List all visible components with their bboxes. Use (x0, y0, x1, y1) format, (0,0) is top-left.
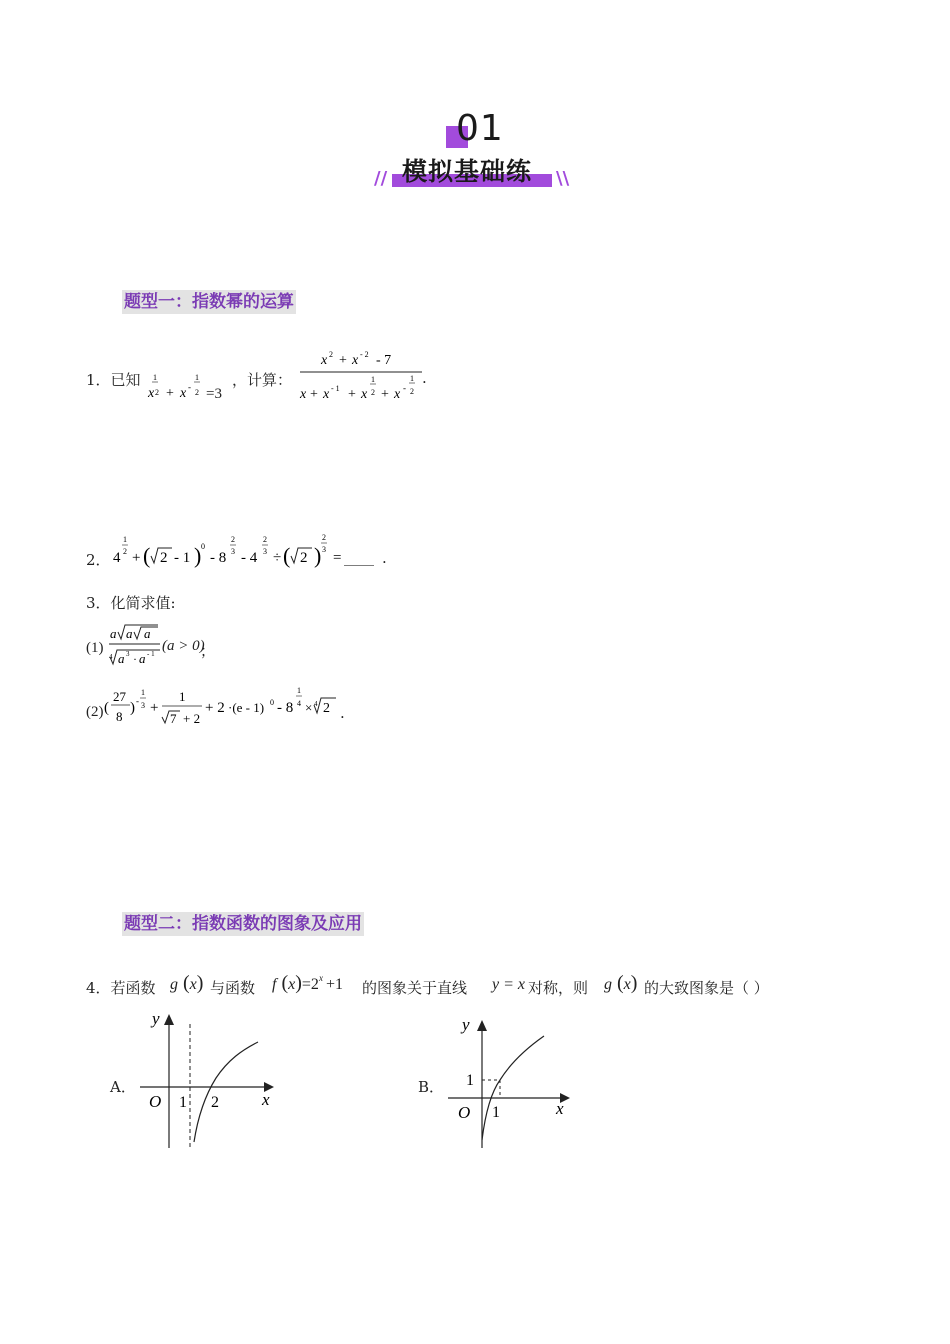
question-4-text-4: +1 (325, 976, 343, 993)
svg-text:2: 2 (231, 535, 235, 544)
svg-text:2: 2 (371, 388, 375, 397)
svg-text:+ 2: + 2 (205, 700, 225, 716)
option-b-x-label: x (556, 1099, 564, 1118)
svg-text:2: 2 (329, 350, 333, 359)
svg-text:8: 8 (116, 709, 123, 724)
svg-text:2: 2 (160, 550, 168, 566)
svg-text:- 8: - 8 (210, 550, 227, 566)
question-3-part-1-label: (1) (86, 640, 104, 656)
x-symbol-2: x (288, 976, 296, 993)
svg-text:x: x (148, 386, 155, 401)
question-4-text-5: 的图象关于直线 (362, 979, 468, 997)
question-3-number: 3． (86, 594, 111, 612)
svg-text:1: 1 (195, 373, 199, 382)
svg-text:3: 3 (141, 701, 145, 710)
question-4-f-of-x: f $(x)=2^x +1$ (272, 972, 343, 994)
question-2-formula (108, 532, 348, 572)
svg-text:- 8: - 8 (277, 700, 294, 716)
x-symbol: x (189, 976, 197, 993)
svg-text:-: - (403, 383, 406, 393)
svg-text:- 7: - 7 (376, 353, 392, 368)
svg-text:×: × (305, 700, 313, 715)
svg-text:=: = (333, 550, 342, 566)
section-title-2: 题型二：指数函数的图象及应用 (124, 914, 362, 934)
question-1-number: 1． (86, 371, 111, 389)
question-1-end: . (422, 369, 427, 387)
svg-text:+: + (381, 387, 389, 402)
svg-text:2: 2 (195, 388, 199, 397)
svg-text:3: 3 (231, 547, 235, 556)
svg-text:a: a (118, 651, 125, 666)
option-b-x-tick-1: 1 (492, 1104, 500, 1121)
option-b-y-tick-1: 1 (466, 1072, 474, 1089)
svg-text:1: 1 (153, 373, 157, 382)
question-3 (86, 592, 176, 613)
svg-text:(: ( (283, 543, 291, 568)
svg-text:·: · (133, 652, 137, 666)
svg-text:2: 2 (410, 387, 414, 396)
svg-text:1: 1 (297, 686, 301, 695)
option-a-origin-label: O (149, 1092, 162, 1111)
svg-text:0: 0 (270, 698, 274, 707)
question-2-number: 2． (86, 551, 111, 569)
header-left-deco: // (374, 168, 388, 189)
svg-text:1: 1 (123, 535, 127, 544)
svg-text:1: 1 (371, 375, 375, 384)
svg-text:+: + (132, 550, 141, 566)
svg-text:1: 1 (179, 689, 186, 704)
svg-text:x: x (180, 386, 187, 401)
svg-text:2: 2 (300, 550, 308, 566)
question-3-part-1-fraction (106, 620, 166, 668)
svg-text:27: 27 (113, 689, 126, 704)
question-2-end: . (382, 549, 387, 567)
svg-text:x: x (321, 353, 328, 368)
question-4-text-1: 若函数 (110, 979, 156, 997)
svg-text:): ) (130, 700, 135, 716)
header-title: 模拟基础练 (402, 157, 533, 186)
svg-text:): ) (314, 543, 322, 568)
option-b-label[interactable]: B． (418, 1078, 445, 1096)
header-right-deco: \\ (556, 168, 570, 189)
option-a-x-label: x (262, 1090, 270, 1109)
g-symbol: g (170, 976, 178, 993)
question-1-condition-formula (140, 368, 240, 402)
svg-text:+: + (348, 387, 356, 402)
svg-text:- 4: - 4 (241, 550, 258, 566)
header-number: 01 (456, 108, 504, 149)
option-a-graph[interactable] (136, 1006, 286, 1152)
question-1-prefix: 已知 (110, 371, 141, 389)
question-4-text-6: 对称，则 (528, 979, 589, 997)
svg-text:-: - (188, 382, 191, 392)
question-4-text-2: 与函数 (210, 979, 256, 997)
svg-text:+ 2: + 2 (183, 711, 201, 726)
svg-text:+: + (150, 700, 159, 716)
svg-text:1: 1 (410, 374, 414, 383)
svg-text:x: x (352, 353, 359, 368)
svg-text:- 1: - 1 (331, 384, 340, 393)
question-1-target-fraction (296, 346, 426, 402)
question-1-condition-value: =3 (206, 386, 222, 402)
question-3-part-1-end: ； (200, 642, 216, 660)
svg-text:- 2: - 2 (360, 350, 369, 359)
question-3-part-1-condition: (a > 0) (162, 638, 205, 654)
question-3-part-2-end: . (340, 704, 345, 722)
option-b-origin-label: O (458, 1103, 471, 1122)
svg-text:a: a (110, 626, 117, 641)
question-3-text: 化简求值: (110, 594, 176, 612)
svg-text:2: 2 (155, 388, 159, 397)
question-4-g-of-x-1: g (x) (170, 972, 204, 994)
question-2-blank: ____ (344, 548, 374, 566)
svg-text:4: 4 (109, 653, 113, 661)
svg-text:): ) (194, 543, 202, 568)
svg-text:÷: ÷ (273, 550, 282, 566)
svg-text:4: 4 (314, 700, 318, 708)
svg-text:2: 2 (263, 535, 267, 544)
svg-text:(: ( (143, 543, 151, 568)
question-4-g-of-x-2: g (x) (604, 972, 638, 994)
question-4-number: 4． (86, 979, 111, 997)
svg-text:-: - (136, 696, 139, 706)
svg-text:4: 4 (113, 550, 121, 566)
svg-text:+: + (339, 353, 347, 368)
g-symbol-2: g (604, 976, 612, 993)
question-4 (86, 977, 156, 998)
question-4-text-3: =2 (301, 976, 319, 993)
question-1 (86, 369, 141, 390)
question-4-line-equation: y = x (492, 976, 525, 993)
svg-text:a: a (139, 651, 146, 666)
svg-text:2: 2 (323, 701, 330, 716)
option-a-label[interactable]: A． (110, 1078, 136, 1096)
svg-text:3: 3 (126, 650, 130, 658)
option-b-graph[interactable] (444, 1012, 584, 1152)
svg-text:·(e - 1): ·(e - 1) (228, 700, 265, 715)
section-title-1: 题型一：指数幂的运算 (124, 292, 294, 312)
svg-text:- 1: - 1 (174, 550, 191, 566)
svg-text:+: + (310, 387, 318, 402)
svg-text:x: x (323, 387, 330, 402)
x-symbol-3: x (623, 976, 631, 993)
svg-text:- 1: - 1 (147, 650, 155, 658)
svg-text:1: 1 (141, 688, 145, 697)
option-a-tick-1: 1 (179, 1094, 187, 1111)
svg-text:7: 7 (170, 711, 177, 726)
svg-text:2: 2 (123, 547, 127, 556)
svg-text:x: x (361, 387, 368, 402)
svg-text:a: a (126, 626, 133, 641)
question-3-part-2-label: (2) (86, 704, 104, 720)
svg-text:x: x (394, 387, 401, 402)
f-symbol: f (272, 976, 277, 993)
svg-text:4: 4 (297, 699, 301, 708)
svg-text:3: 3 (263, 547, 267, 556)
question-3-part-2-formula (104, 684, 340, 730)
svg-text:+: + (166, 386, 174, 401)
option-a-y-label: y (152, 1009, 160, 1028)
svg-text:3: 3 (322, 545, 326, 554)
svg-text:x: x (300, 387, 307, 402)
svg-text:(: ( (104, 700, 109, 716)
svg-text:a: a (144, 626, 151, 641)
question-4-exponent: x (318, 973, 323, 983)
question-4-text-7: 的大致图象是（ ） (644, 979, 769, 997)
option-b-y-label: y (462, 1015, 470, 1034)
svg-text:0: 0 (201, 542, 205, 551)
svg-text:2: 2 (322, 533, 326, 542)
question-1-middle: ，计算： (232, 371, 293, 389)
option-a-tick-2: 2 (211, 1094, 219, 1111)
